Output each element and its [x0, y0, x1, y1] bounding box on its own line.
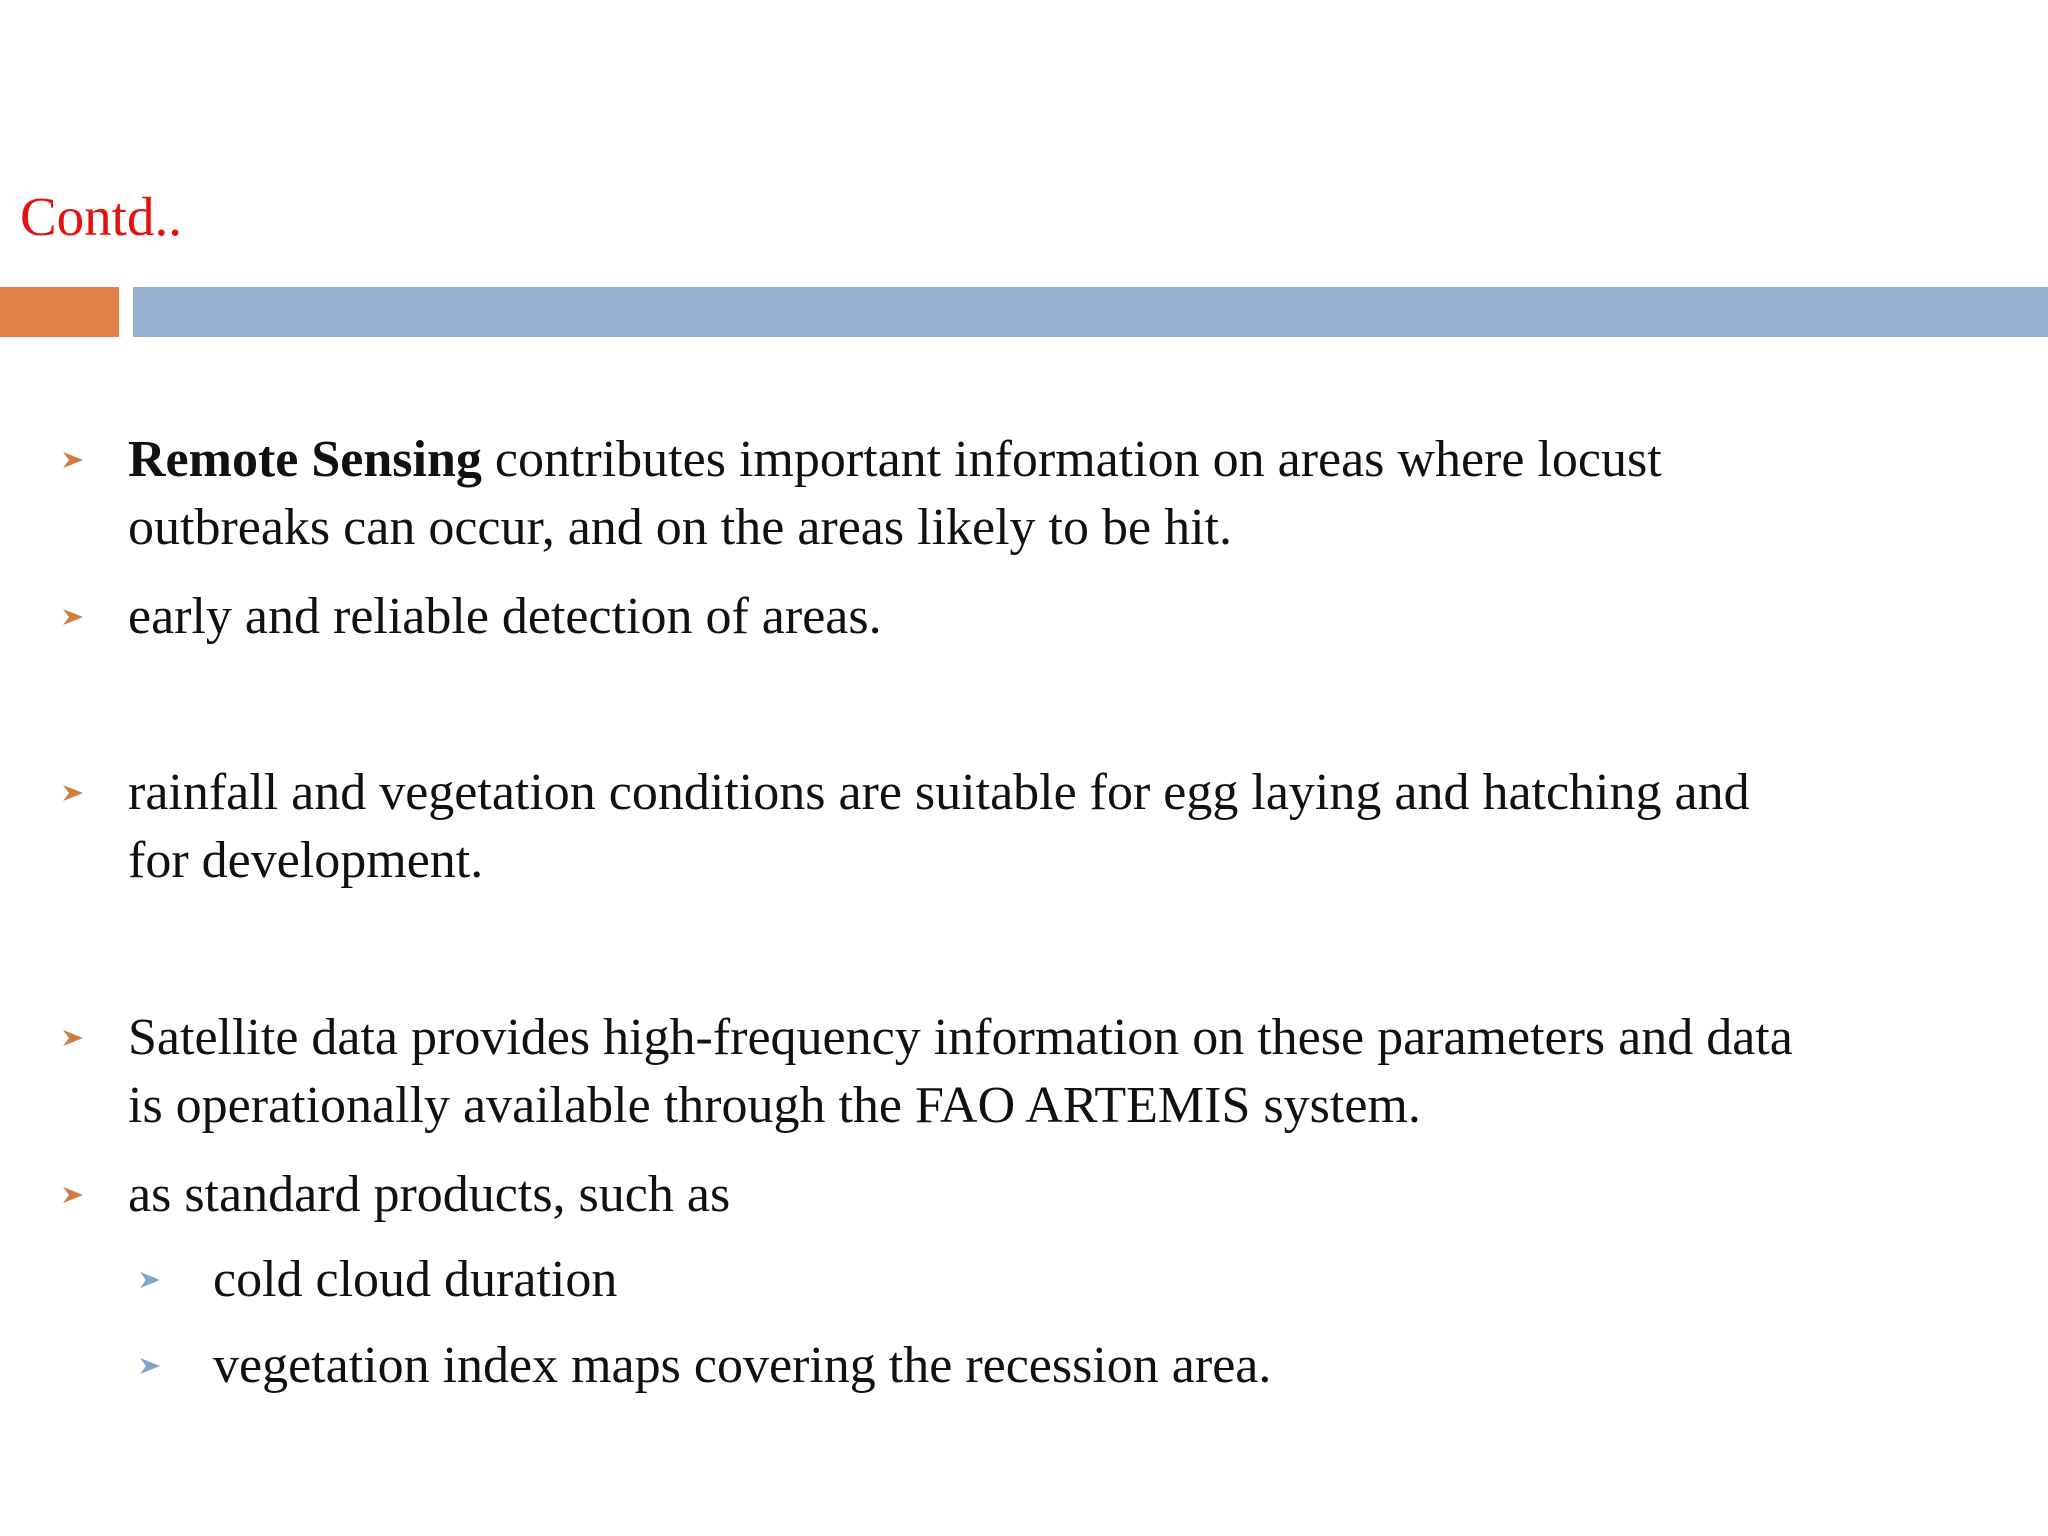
arrow-bullet-icon	[135, 1246, 165, 1314]
arrow-bullet-icon	[58, 1161, 88, 1229]
sub-bullet-item	[213, 1246, 2013, 1314]
bullet-item	[128, 759, 2028, 895]
bullet-line: as standard products, such as	[128, 1166, 731, 1223]
bullet-item	[128, 1004, 2028, 1140]
bullet-item	[128, 583, 2028, 651]
bullet-item	[128, 1161, 2028, 1229]
bullet-text: contributes important information on areas where locust	[481, 431, 1662, 488]
bullet-line: rainfall and vegetation conditions are suitable for egg laying and hatching and	[128, 764, 1750, 821]
bullet-line: vegetation index maps covering the recession area.	[213, 1337, 1272, 1394]
arrow-bullet-icon	[135, 1332, 165, 1400]
arrow-bullet-icon	[58, 583, 88, 651]
arrow-bullet-icon	[58, 426, 88, 494]
arrow-bullet-icon	[58, 1004, 88, 1072]
title-band-accent	[0, 287, 119, 337]
title-band	[133, 287, 2048, 337]
bullet-line: early and reliable detection of areas.	[128, 588, 882, 645]
sub-bullet-item	[213, 1332, 2013, 1400]
bullet-line: cold cloud duration	[213, 1251, 618, 1308]
bullet-line: Satellite data provides high-frequency information on these parameters and data	[128, 1009, 1793, 1066]
bullet-line: outbreaks can occur, and on the areas likely to be hit.	[128, 499, 1232, 556]
bullet-item	[128, 426, 2028, 562]
bullet-bold-term: Remote Sensing	[128, 431, 482, 488]
bullet-line: is operationally available through the FAO ARTEMIS system.	[128, 1077, 1421, 1134]
bullet-line	[128, 426, 2028, 494]
bullet-line: for development.	[128, 832, 484, 889]
slide-title: Contd..	[20, 186, 182, 247]
arrow-bullet-icon	[58, 759, 88, 827]
